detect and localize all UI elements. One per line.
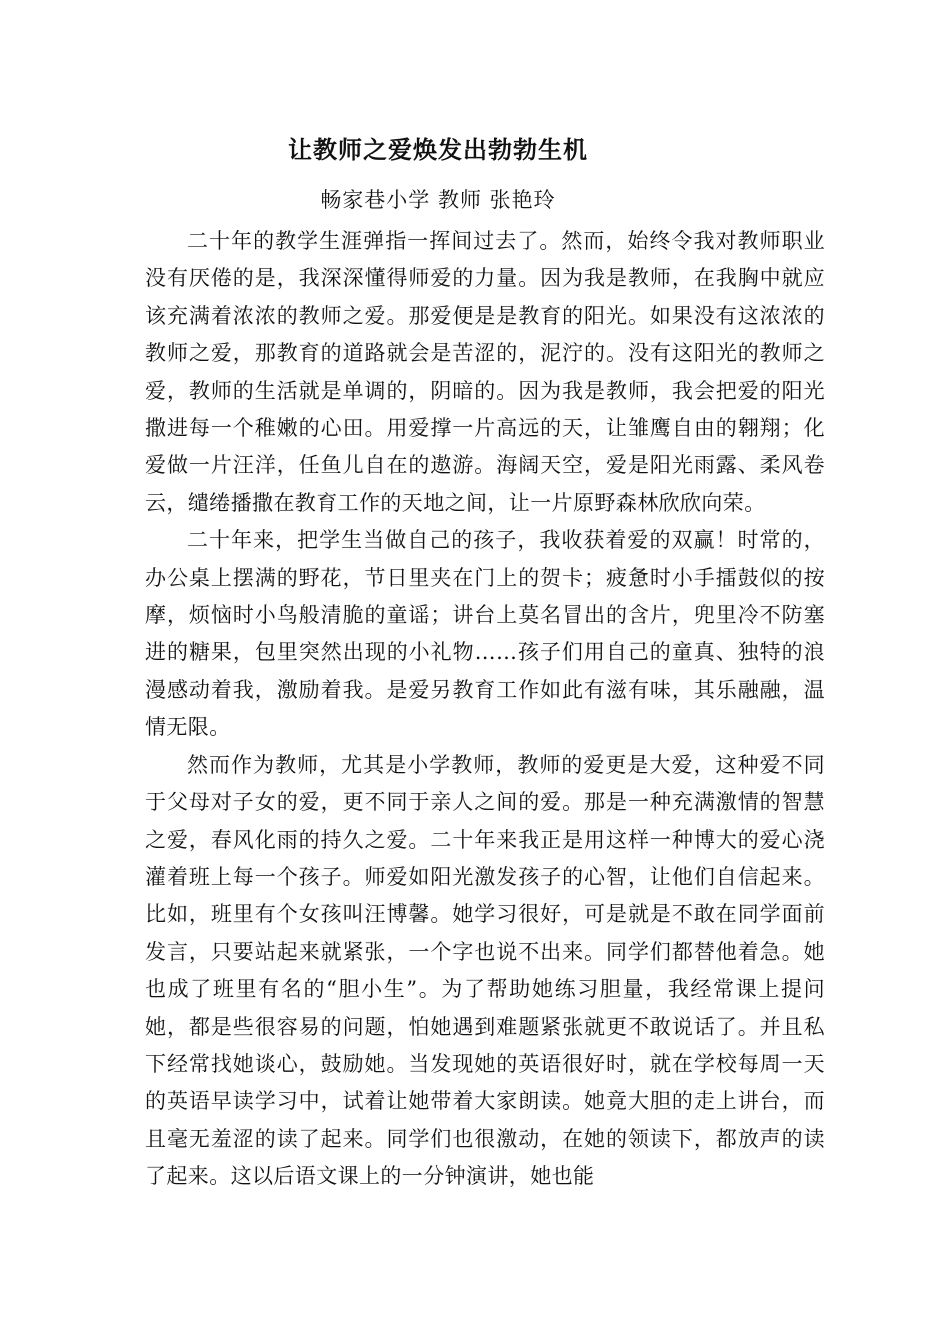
author-byline: 畅家巷小学 教师 张艳玲: [320, 188, 556, 212]
paragraph-3: 然而作为教师，尤其是小学教师，教师的爱更是大爱，这种爱不同于父母对子女的爱，更不同于亲人之间的爱。那是一种充满激情的智慧之爱，春风化雨的持久之爱。二十年来我正是用这样一种博大的爱心浇灌着班上每一个孩子。师爱如阳光激发孩子的心智，让他们自信起来。比如，班里有个女孩叫汪博馨。她学习很好，可是就是不敢在同学面前发言，只要站起来就紧张，一个字也说不出来。同学们都替他着急。她也成了班里有名的“胆小生”。为了帮助她练习胆量，我经常课上提问她，都是些很容易的问题，怕她遇到难题紧张就更不敢说话了。并且私下经常找她谈心，鼓励她。当发现她的英语很好时，就在学校每周一天的英语早读学习中，试着让她带着大家朗读。她竟大胆的走上讲台，而且毫无羞涩的读了起来。同学们也很激动，在她的领读下，都放声的读了起来。这以后语文课上的一分钟演讲，她也能: [145, 752, 825, 1189]
document-title: 让教师之爱焕发出勃勃生机: [288, 135, 588, 164]
document-body: [145, 223, 825, 1196]
paragraph-2: 二十年来，把学生当做自己的孩子，我收获着爱的双赢！时常的，办公桌上摆满的野花，节日里夹在门上的贺卡；疲惫时小手擂鼓似的按摩，烦恼时小鸟般清脆的童谣；讲台上莫名冒出的含片，兜里冷不防塞进的糖果，包里突然出现的小礼物……孩子们用自己的童真、独特的浪漫感动着我，激励着我。是爱另教育工作如此有滋有味，其乐融融，温情无限。: [145, 528, 825, 740]
paragraph-1: 二十年的教学生涯弹指一挥间过去了。然而，始终令我对教师职业没有厌倦的是，我深深懂得师爱的力量。因为我是教师，在我胸中就应该充满着浓浓的教师之爱。那爱便是是教育的阳光。如果没有这浓浓的教师之爱，那教育的道路就会是苦涩的，泥泞的。没有这阳光的教师之爱，教师的生活就是单调的，阴暗的。因为我是教师，我会把爱的阳光撒进每一个稚嫩的心田。用爱撑一片高远的天，让雏鹰自由的翱翔；化爱做一片汪洋，任鱼儿自在的遨游。海阔天空，爱是阳光雨露、柔风卷云，缱绻播撒在教育工作的天地之间，让一片原野森林欣欣向荣。: [145, 229, 825, 515]
